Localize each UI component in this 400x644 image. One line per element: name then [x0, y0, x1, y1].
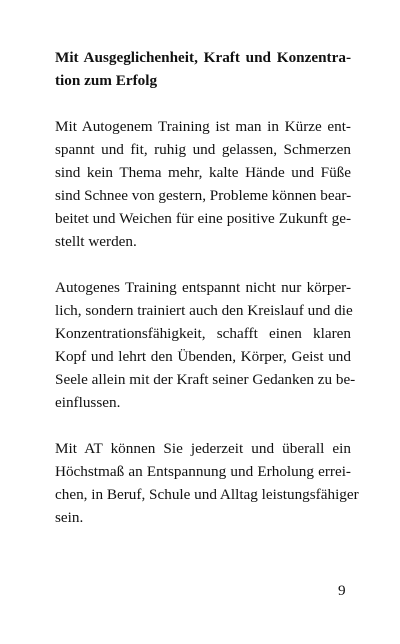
text-line: Höchstmaß an Entspannung und Erholung errei-: [55, 463, 351, 480]
text-line: sein.: [55, 509, 84, 526]
section-heading: [55, 46, 351, 92]
paragraph: [55, 115, 351, 253]
text-line: Seele allein mit der Kraft seiner Gedanken zu be-: [55, 371, 356, 388]
text-line: beitet und Weichen für eine positive Zukunft ge-: [55, 210, 351, 227]
heading-line: Mit Ausgeglichenheit, Kraft und Konzentra-: [55, 49, 351, 66]
text-line: sind Schnee von gestern, Probleme können bear-: [55, 187, 352, 204]
paragraph: [55, 276, 356, 414]
page-number: 9: [338, 582, 346, 599]
text-line: Mit AT können Sie jederzeit und überall ein: [55, 440, 351, 457]
text-line: sind kein Thema mehr, kalte Hände und Füße: [55, 164, 351, 181]
text-line: Mit Autogenem Training ist man in Kürze ent-: [55, 118, 351, 135]
text-line: Konzentrationsfähigkeit, schafft einen klaren: [55, 325, 351, 342]
heading-line: tion zum Erfolg: [55, 72, 158, 89]
text-line: spannt und fit, ruhig und gelassen, Schmerzen: [55, 141, 351, 158]
text-line: Kopf und lehrt den Übenden, Körper, Geist und: [55, 348, 351, 365]
text-line: chen, in Beruf, Schule und Alltag leistungsfähiger: [55, 486, 359, 503]
paragraph: [55, 437, 359, 529]
text-line: Autogenes Training entspannt nicht nur körper-: [55, 279, 351, 296]
text-line: lich, sondern trainiert auch den Kreislauf und die: [55, 302, 353, 319]
text-line: einflussen.: [55, 394, 121, 411]
page-content: [55, 46, 359, 552]
text-line: stellt werden.: [55, 233, 137, 250]
